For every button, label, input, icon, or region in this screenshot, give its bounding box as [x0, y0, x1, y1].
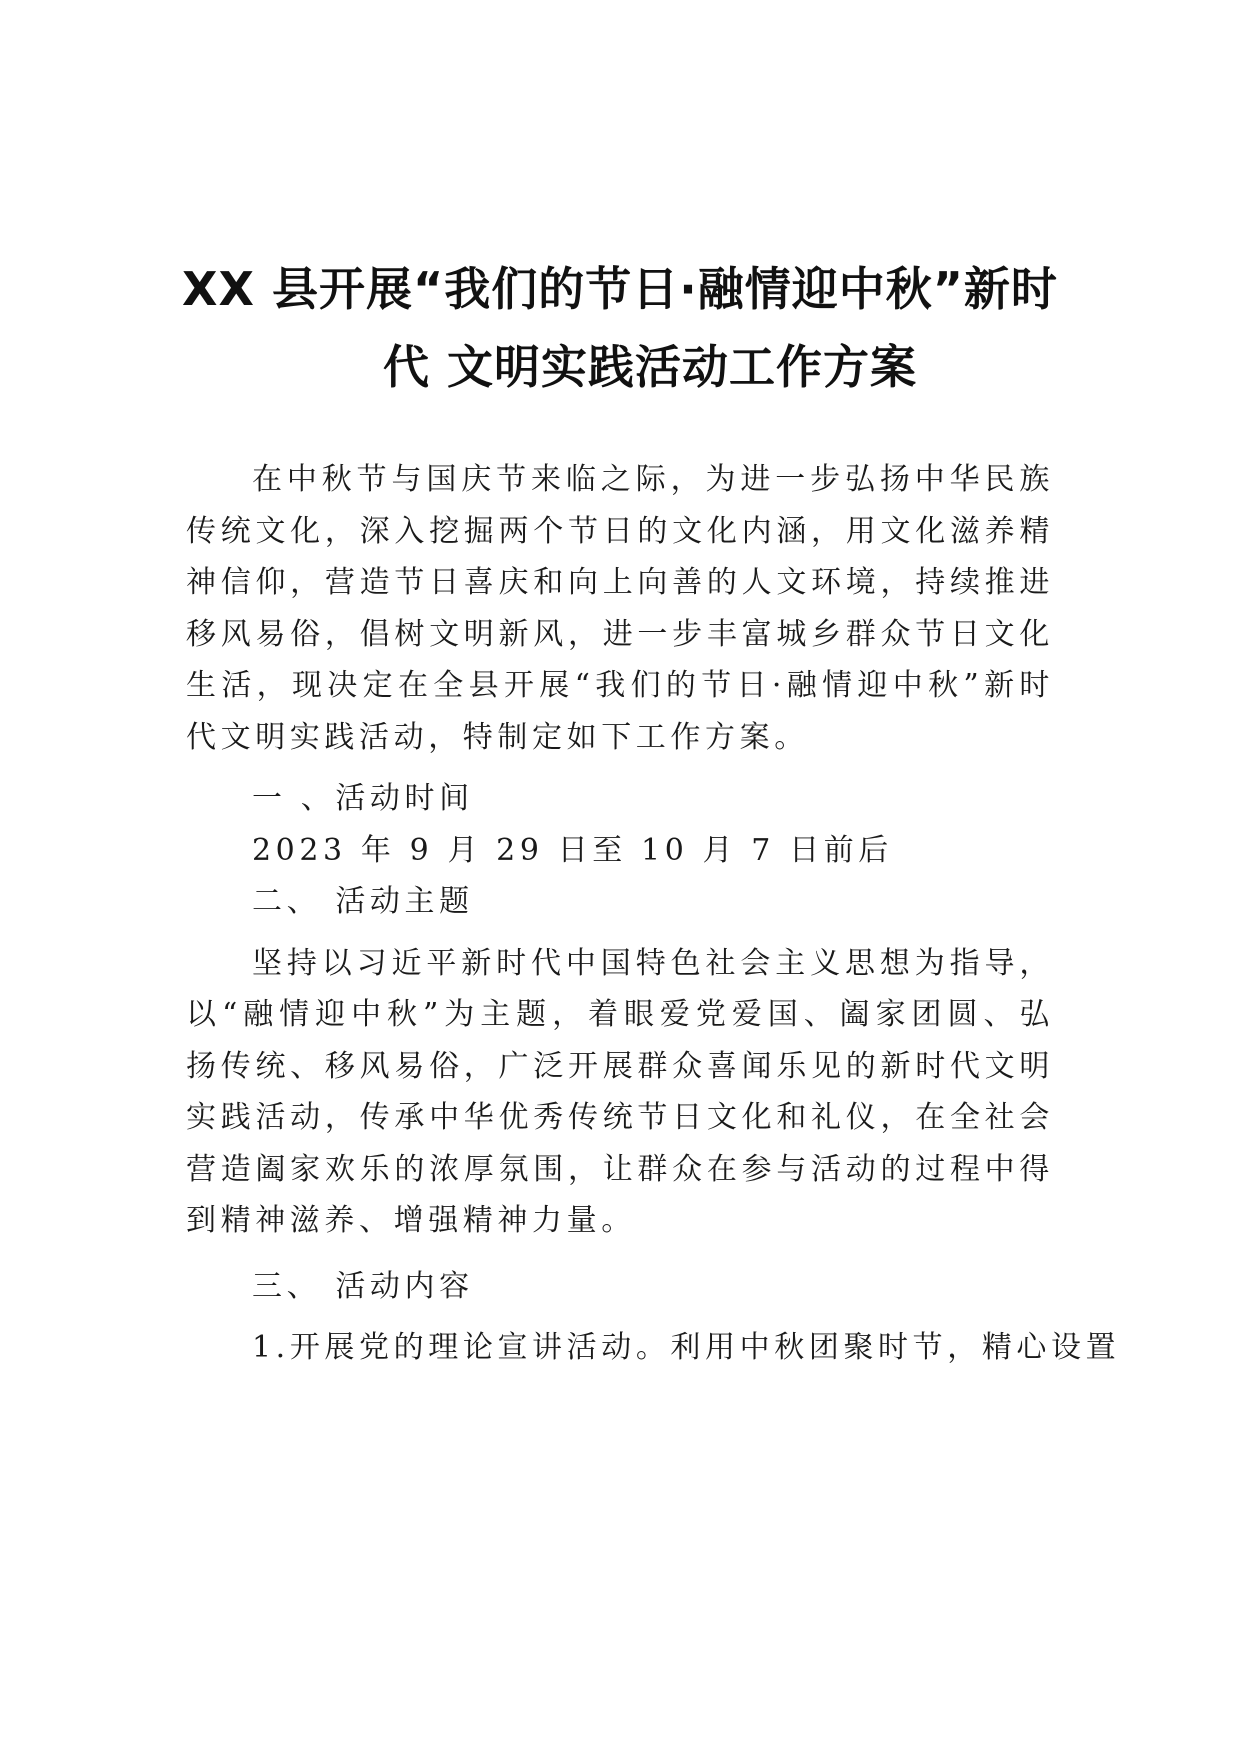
theme-paragraph: 坚持以习近平新时代中国特色社会主义思想为指导，以“融情迎中秋”为主题，着眼爱党爱国、阖家团圆、弘扬传统、移风易俗，广泛开展群众喜闻乐见的新时代文明实践活动，传承中华优秀传统节日文化和礼仪，在全社会营造阖家欢乐的浓厚氛围，让群众在参与活动的过程中得到精神滋养、增强精神力量。 — [186, 945, 1054, 1238]
title-line-2: 代 文明实践活动工作方案 — [382, 340, 917, 394]
section-heading-content: 三、 活动内容 — [252, 1268, 474, 1304]
document-title — [150, 250, 1090, 406]
intro-paragraph: 在中秋节与国庆节来临之际，为进一步弘扬中华民族传统文化，深入挖掘两个节日的文化内涵，用文化滋养精神信仰，营造节日喜庆和向上向善的人文环境，持续推进移风易俗，倡树文明新风，进一步丰富城乡群众节日文化生活，现决定在全县开展“我们的节日·融情迎中秋”新时代文明实践活动，特制定如下工作方案。 — [186, 462, 1054, 755]
content-item-1: 1.开展党的理论宣讲活动。利用中秋团聚时节，精心设置 — [252, 1330, 1121, 1365]
activity-time-text: 2023 年 9 月 29 日至 10 月 7 日前后 — [252, 832, 893, 868]
section-heading-theme: 二、 活动主题 — [252, 884, 474, 919]
title-line-1: XX 县开展“我们的节日·融情迎中秋”新时 — [182, 262, 1058, 316]
section-heading-time: 一 、活动时间 — [252, 781, 474, 816]
document-body — [186, 454, 1121, 1374]
